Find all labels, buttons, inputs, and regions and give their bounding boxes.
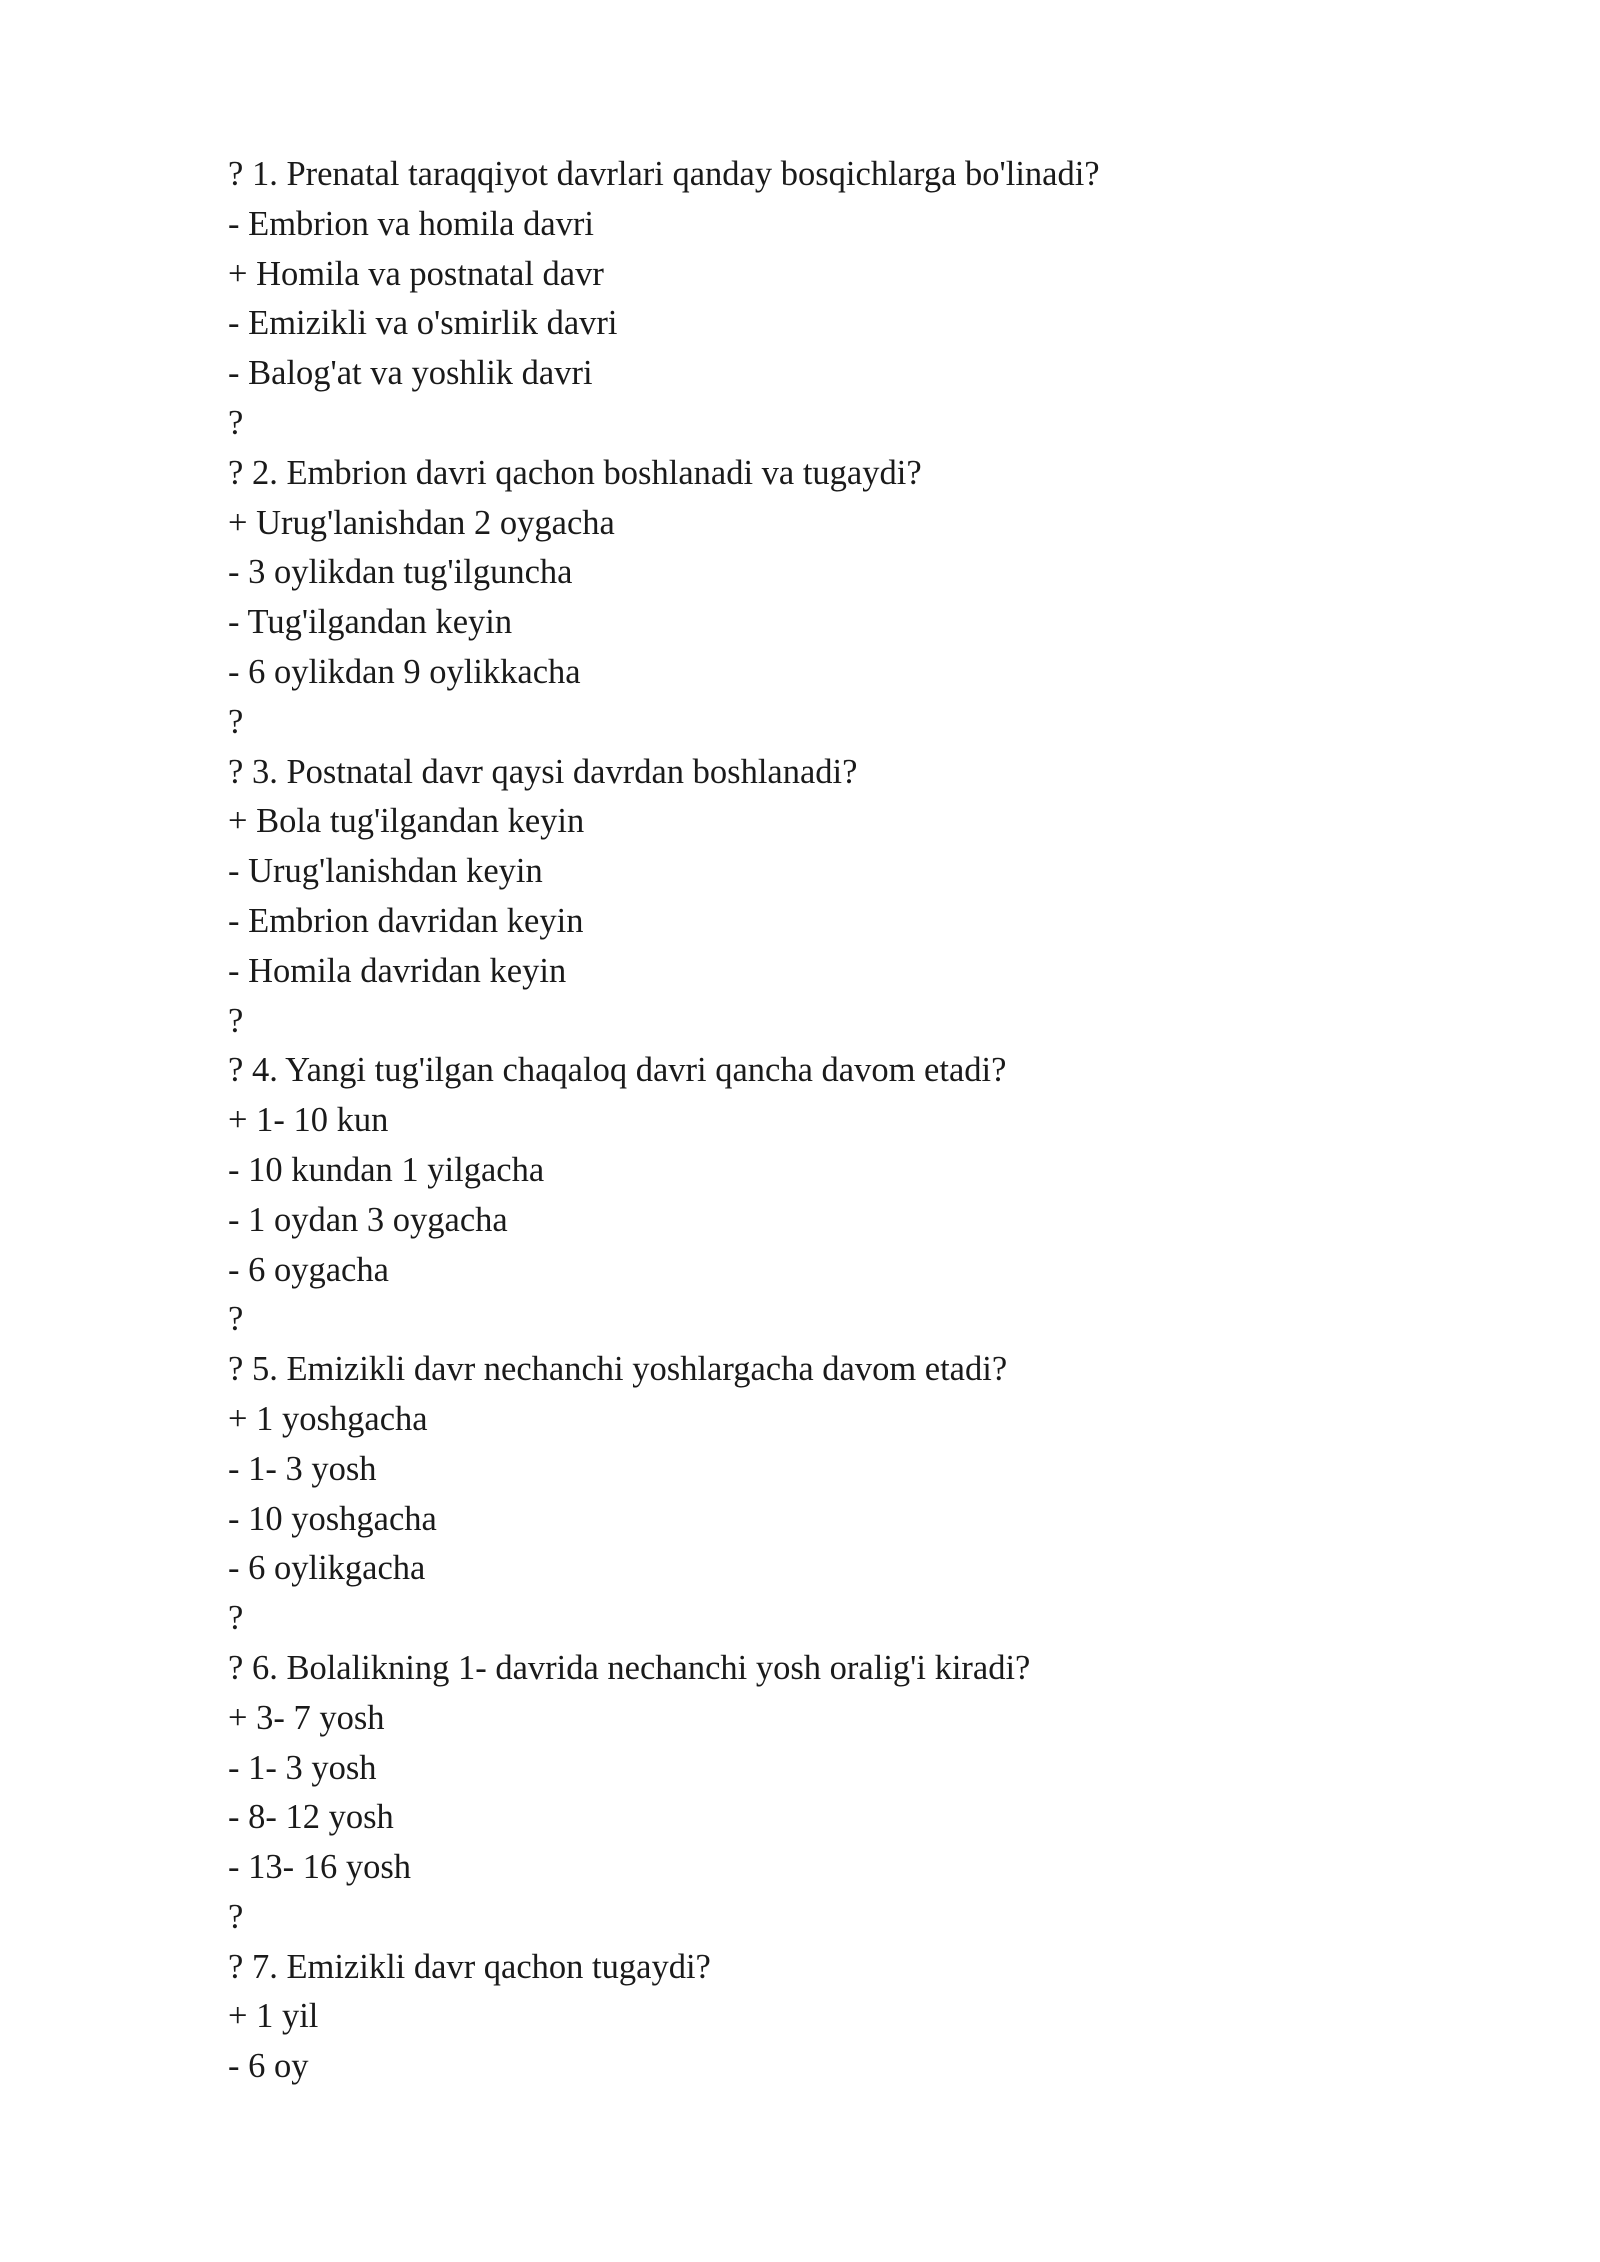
answer-option-line: - 10 kundan 1 yilgacha: [228, 1150, 545, 1189]
correct-answer-line: + Homila va postnatal davr: [228, 254, 604, 293]
answer-option-line: - 10 yoshgacha: [228, 1499, 437, 1538]
correct-answer-line: + 1 yoshgacha: [228, 1399, 428, 1438]
answer-option-line: - 6 oylikgacha: [228, 1549, 426, 1588]
separator-line: ?: [228, 1599, 244, 1638]
separator-line: ?: [228, 1300, 244, 1339]
question-7-line: ? 7. Emizikli davr qachon tugaydi?: [228, 1947, 711, 1986]
correct-answer-line: + 1- 10 kun: [228, 1101, 389, 1140]
question-6-line: ? 6. Bolalikning 1- davrida nechanchi yosh oralig'i kiradi?: [228, 1648, 1031, 1687]
separator-line: ?: [228, 1001, 244, 1040]
answer-option-line: - Embrion va homila davri: [228, 204, 594, 243]
answer-option-line: - Emizikli va o'smirlik davri: [228, 304, 618, 343]
answer-option-line: - Homila davridan keyin: [228, 951, 567, 990]
answer-option-line: - 8- 12 yosh: [228, 1798, 394, 1837]
answer-option-line: - 6 oylikdan 9 oylikkacha: [228, 652, 581, 691]
question-3-line: ? 3. Postnatal davr qaysi davrdan boshlanadi?: [228, 752, 858, 791]
answer-option-line: - 6 oygacha: [228, 1250, 389, 1289]
correct-answer-line: + 1 yil: [228, 1997, 319, 2036]
separator-line: ?: [228, 702, 244, 741]
correct-answer-line: + 3- 7 yosh: [228, 1698, 385, 1737]
correct-answer-line: + Bola tug'ilgandan keyin: [228, 802, 585, 841]
document-text: [228, 150, 1428, 2092]
question-4-line: ? 4. Yangi tug'ilgan chaqaloq davri qancha davom etadi?: [228, 1051, 1007, 1090]
answer-option-line: - Urug'lanishdan keyin: [228, 852, 543, 891]
answer-option-line: - Embrion davridan keyin: [228, 901, 584, 940]
separator-line: ?: [228, 403, 244, 442]
answer-option-line: - 1 oydan 3 oygacha: [228, 1200, 508, 1239]
answer-option-line: - 3 oylikdan tug'ilguncha: [228, 553, 573, 592]
answer-option-line: - Balog'at va yoshlik davri: [228, 354, 593, 393]
separator-line: ?: [228, 1897, 244, 1936]
answer-option-line: - 13- 16 yosh: [228, 1848, 412, 1887]
answer-option-line: - 6 oy: [228, 2047, 309, 2086]
correct-answer-line: + Urug'lanishdan 2 oygacha: [228, 503, 615, 542]
answer-option-line: - 1- 3 yosh: [228, 1748, 377, 1787]
question-5-line: ? 5. Emizikli davr nechanchi yoshlargacha davom etadi?: [228, 1350, 1008, 1389]
question-2-line: ? 2. Embrion davri qachon boshlanadi va tugaydi?: [228, 453, 922, 492]
answer-option-line: - Tug'ilgandan keyin: [228, 603, 513, 642]
answer-option-line: - 1- 3 yosh: [228, 1449, 377, 1488]
question-1-line: ? 1. Prenatal taraqqiyot davrlari qanday bosqichlarga bo'linadi?: [228, 155, 1100, 193]
